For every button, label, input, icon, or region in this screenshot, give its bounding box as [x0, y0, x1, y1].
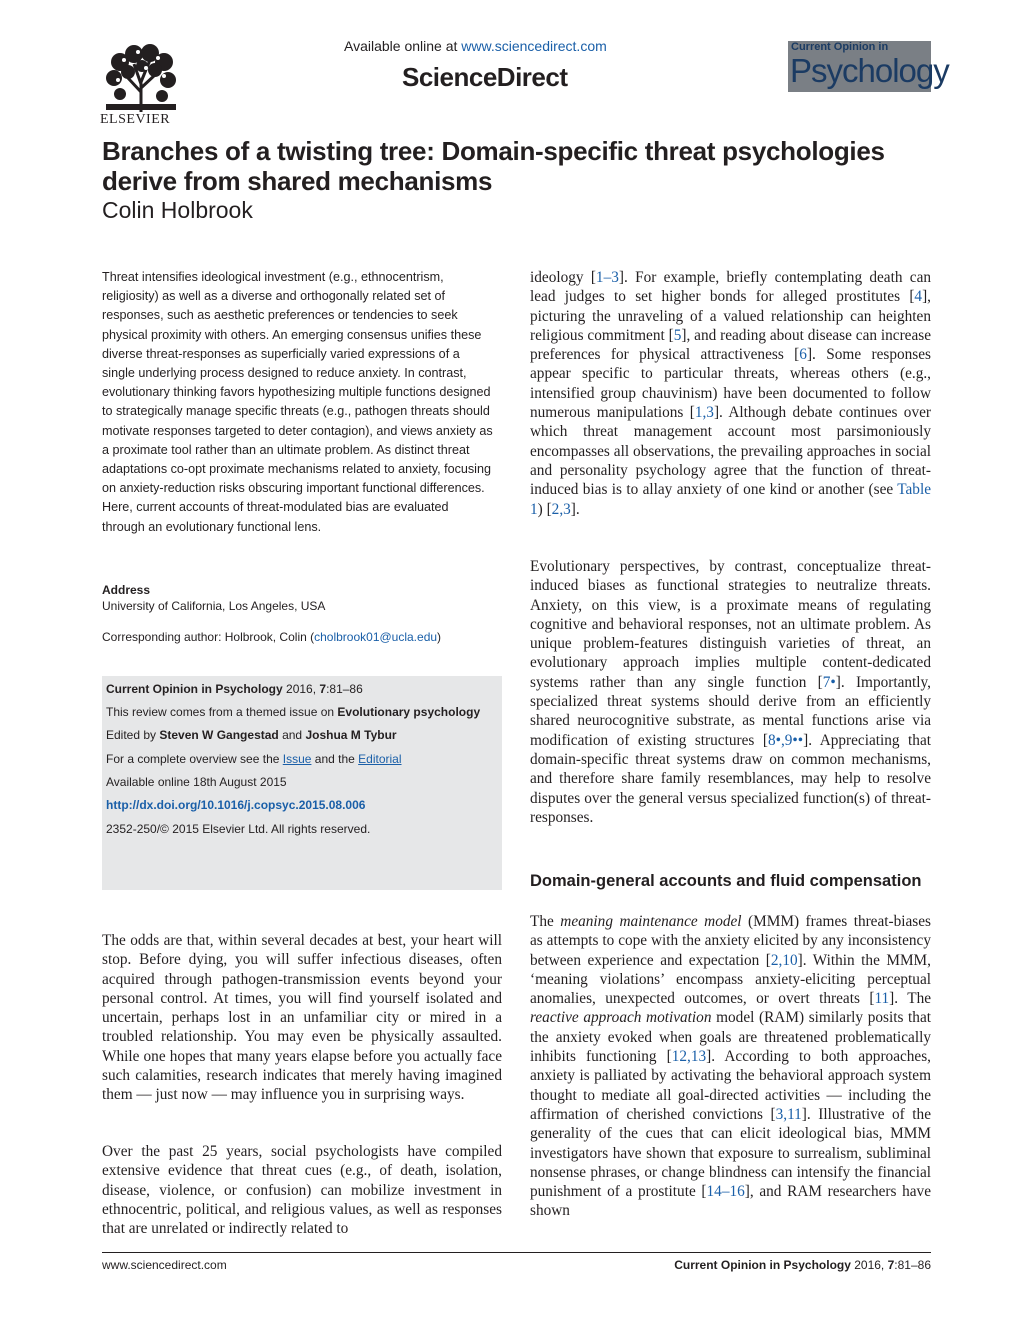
ref-link[interactable]: 8•,9•• [767, 731, 804, 749]
info-doi-line [106, 798, 365, 812]
info-edited-prefix: Edited by [106, 728, 160, 742]
info-journal: Current Opinion in Psychology [106, 682, 283, 696]
info-pages: :81–86 [326, 682, 363, 696]
text-segment: ]. According to both approaches, anxiety is palliated by activating the behavioral approach system thought to mediate all goal-directed activities — including the affirmation of cherished convictions [ [530, 1048, 931, 1123]
italic-term: meaning maintenance model [560, 913, 742, 930]
info-edited-line [106, 728, 397, 742]
sciencedirect-brand: ScienceDirect [402, 62, 568, 92]
corresponding-email-link[interactable]: cholbrook01@ucla.edu [314, 630, 438, 644]
ref-link[interactable]: 7• [822, 673, 836, 691]
section-heading: Domain-general accounts and fluid compensation [530, 872, 922, 890]
ref-link[interactable]: 6 [799, 346, 807, 364]
article-info-box [102, 676, 502, 890]
footer-pages: :81–86 [894, 1258, 931, 1272]
footer-year: 2016, [850, 1258, 888, 1272]
info-available-online: Available online 18th August 2015 [106, 775, 287, 789]
info-themed-prefix: This review comes from a themed issue on [106, 705, 338, 719]
footer-rule [102, 1252, 931, 1253]
journal-badge-top: Current Opinion in [791, 41, 889, 53]
text-segment: ]. Illustrative of the generality of the cues that can elicit ideological bias, MMM investigators have shown that exposure to surrealism, subliminal nonsense phrases, or change blindness can intensify the financial punishment of a prostitute [ [530, 1105, 931, 1201]
body-paragraph-2: Over the past 25 years, social psychologists have compiled extensive evidence that threat cues (e.g., of death, isolation, disease, violence, or confusion) can mobilize investment in ethnocentric, political, and religious values, as well as responses that are unrelated or indirectly related to [102, 1143, 502, 1238]
ref-link[interactable]: 11 [874, 990, 890, 1008]
italic-term: reactive approach motivation [530, 1009, 712, 1027]
available-online [344, 38, 607, 54]
text-segment: ], picturing the unraveling of a valued relationship can heighten religious commitment [ [530, 288, 931, 344]
address-heading: Address [102, 583, 151, 597]
text-segment: ]. Although debate continues over which threat management account most parsimoniously encompasses all observations, the prevailing approaches in social and personality psychology agree that the function of threat-induced bias is to allay anxiety of one kind or another (see [530, 404, 931, 499]
text-segment: ]. [570, 500, 580, 518]
corresponding-suffix: ) [437, 630, 442, 644]
journal-badge-big: Psychology [790, 52, 949, 89]
elsevier-logo [100, 42, 182, 128]
text-segment: Evolutionary perspectives, by contrast, conceptualize threat-induced biases as functional strategies to neutralize threats. Anxiety, on this view, is a proximate means of regulating cognitive and behavioral responses, not an ultimate problem. As unique problem-features distinguish varieties of threat, an evolutionary approach implies multiple content-dedicated systems rather than any single function [ [530, 558, 931, 691]
ref-link[interactable]: 5 [673, 326, 682, 344]
footer-journal: Current Opinion in Psychology [674, 1258, 851, 1272]
info-overview-and: and the [311, 752, 359, 766]
info-overview-prefix: For a complete overview see the [106, 752, 283, 766]
text-segment: ], and reading about disease can increase preferences for physical attractiveness [ [530, 326, 931, 364]
table-link[interactable]: Table 1 [530, 481, 931, 518]
editorial-link[interactable]: Editorial [358, 752, 402, 766]
ref-link[interactable]: 4 [914, 288, 923, 306]
doi-link[interactable]: http://dx.doi.org/10.1016/j.copsyc.2015.08.006 [106, 798, 366, 812]
text-segment: ]. For example, briefly contemplating death can lead judges to set higher bonds for alleged prostitutes [ [530, 269, 932, 306]
corresponding-author [102, 630, 441, 644]
text-segment: ]. Some responses appear specific to particular threats, whereas others (e.g., intensified group chauvinism) have been documented to follow numerous manipulations [ [530, 346, 931, 422]
publisher-name: ELSEVIER [100, 112, 171, 127]
text-segment: model (RAM) similarly posits that the anxiety evoked when goals are threatened problematically inhibits functioning [ [530, 1009, 931, 1066]
body-paragraph-5 [530, 912, 931, 1221]
info-edited-and: and [278, 728, 306, 742]
text-segment: ]. The [889, 990, 932, 1008]
info-overview-line [106, 752, 402, 766]
address: University of California, Los Angeles, USA [102, 599, 326, 613]
ref-link[interactable]: 2,3 [551, 500, 571, 518]
text-segment: The [530, 913, 561, 930]
info-editor-1: Steven W Gangestad [159, 728, 279, 742]
ref-link[interactable]: 12,13 [671, 1048, 707, 1066]
footer-volume: 7 [887, 1258, 895, 1272]
body-paragraph-3 [530, 268, 931, 519]
ref-link[interactable]: 1,3 [694, 404, 714, 422]
body-paragraph-4 [530, 557, 931, 827]
issue-link[interactable]: Issue [282, 752, 312, 766]
info-copyright: 2352-250/© 2015 Elsevier Ltd. All rights reserved. [106, 822, 371, 836]
ref-link[interactable]: 1–3 [595, 269, 619, 286]
info-editor-2: Joshua M Tybur [305, 728, 397, 742]
article-author: Colin Holbrook [102, 197, 253, 223]
footer-website: www.sciencedirect.com [102, 1258, 227, 1272]
ref-link[interactable]: 3,11 [775, 1105, 802, 1123]
ref-link[interactable]: 14–16 [706, 1183, 745, 1201]
info-volume: 7 [319, 682, 327, 696]
ref-link[interactable]: 2,10 [770, 951, 798, 969]
footer-citation [560, 1258, 931, 1272]
available-prefix: Available online at [344, 38, 458, 54]
info-themed-issue: Evolutionary psychology [337, 705, 481, 719]
journal-badge [788, 41, 949, 92]
corresponding-prefix: Corresponding author: Holbrook, Colin ( [102, 630, 315, 644]
body-paragraph-1: The odds are that, within several decades at best, your heart will stop. Before dying, you will suffer infectious diseases, often acquired through pathogen-transmission events beyond your personal control. At times, you will find yourself isolated and uncertain, perhaps lost in an unfamiliar city or mired in a troubled relationship. You may even be physically assaulted. While one hopes that many years elapse before you actually face such calamities, research indicates that merely having imagined them — just now — may influence you in surprising ways. [102, 932, 502, 1104]
article-title: Branches of a twisting tree: Domain-specific threat psychologies derive from shared mechanisms [102, 136, 885, 196]
sciencedirect-link[interactable]: www.sciencedirect.com [461, 38, 607, 54]
abstract: Threat intensifies ideological investment (e.g., ethnocentrism, religiosity) as well as a diverse and orthogonally related set of responses, such as aesthetic preferences or tendencies to seek physical proximity with others. An emerging consensus unifies these diverse threat-responses as superficially varied expressions of a single underlying process designed to reduce anxiety. In contrast, evolutionary thinking favors hypothesizing multiple functions designed to strategically manage specific threats (e.g., pathogen threats should motivate responses targeted to deter contagion), and views anxiety as a proximate tool rather than an ultimate problem. As distinct threat adaptations co-opt proximate mechanisms related to anxiety, focusing on anxiety-reduction risks obscuring important functional differences. Here, current accounts of threat-modulated bias are evaluated through an evolutionary functional lens. [102, 270, 493, 534]
text-segment: ]. Importantly, specialized threat systems should derive from an efficiently shared neurocognitive substrate, as mental functions arise via modification of existing structures [ [530, 673, 932, 749]
info-journal-ref: 2016, [282, 682, 320, 696]
info-themed-line [106, 705, 480, 719]
text-segment: ideology [ [530, 269, 596, 286]
text-segment: ], and RAM researchers have shown [530, 1183, 931, 1220]
text-segment: ]. Within the MMM, ‘meaning violations’ encompass anxiety-eliciting perceptual anomalies, unexpected outcomes, or overt threats [ [530, 951, 931, 1008]
info-journal-line [106, 682, 363, 696]
text-segment: ]. Appreciating that domain-specific threat systems draw on common mechanisms, and therefore share family resemblances, may help to resolve disputes over the general versus specialized function(s) of threat-responses. [530, 731, 931, 826]
text-segment: ) [ [537, 500, 552, 518]
text-segment: (MMM) frames threat-biases as attempts to cope with the anxiety elicited by any inconsistency between experience and expectation [ [530, 913, 931, 969]
